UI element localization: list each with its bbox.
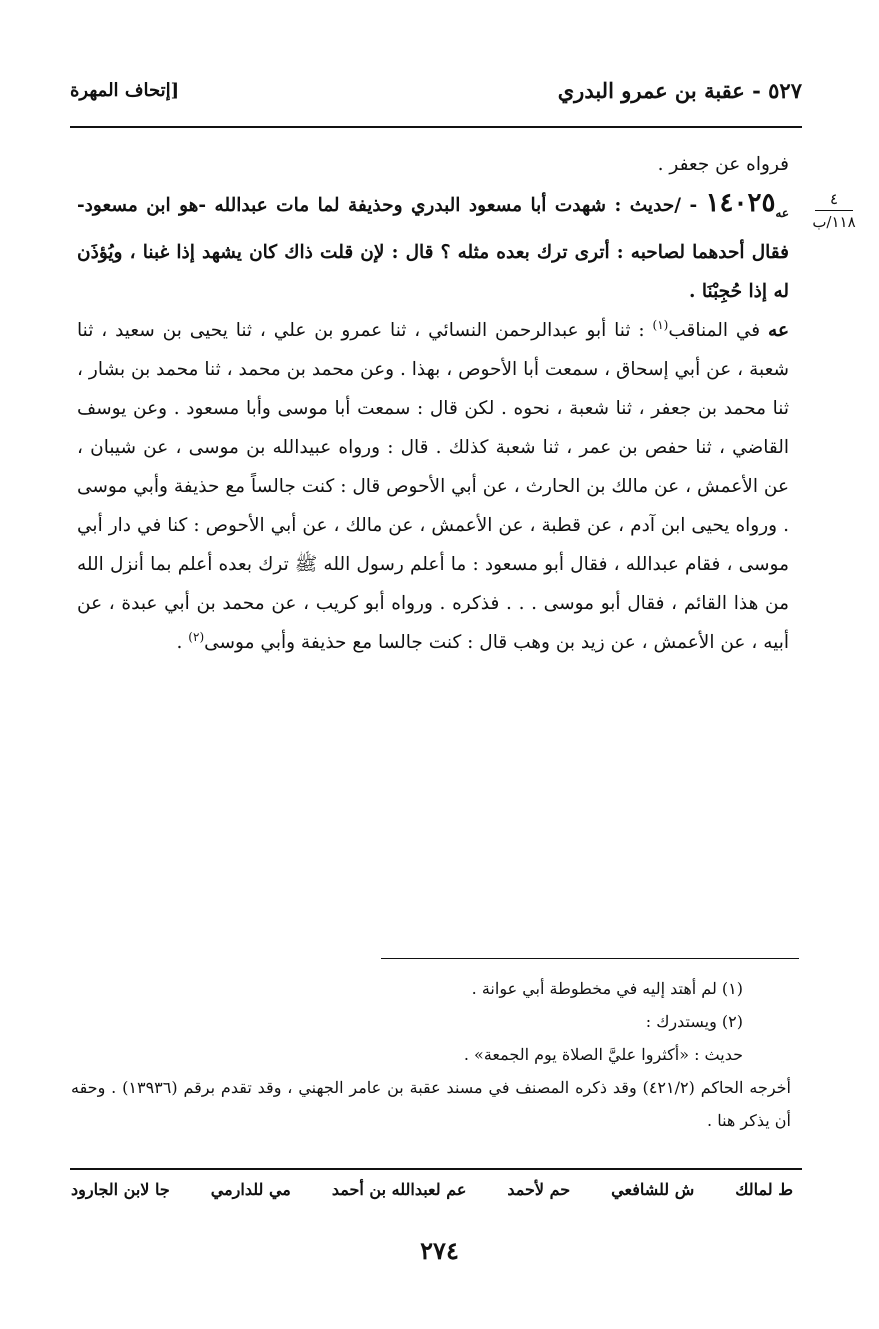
narration-part1: في المناقب bbox=[668, 320, 769, 341]
legend-item: ش للشافعي bbox=[611, 1180, 695, 1199]
footnote-divider bbox=[381, 958, 799, 959]
page-number: ٢٧٤ bbox=[420, 1236, 459, 1265]
header-divider bbox=[70, 126, 802, 128]
legend-item: جا لابن الجارود bbox=[71, 1180, 170, 1199]
footnote-2-hadith: حديث : «أكثروا عليَّ الصلاة يوم الجمعة» . bbox=[463, 1045, 743, 1064]
footnote-ref-2[interactable]: (٢) bbox=[188, 629, 205, 644]
legend-item: ط لمالك bbox=[735, 1180, 793, 1199]
book-title: [إتحاف المهرة bbox=[70, 80, 180, 101]
footnote-ref-1[interactable]: (١) bbox=[652, 317, 669, 332]
legend-item: مي للدارمي bbox=[210, 1180, 291, 1199]
running-header bbox=[70, 74, 802, 126]
main-text bbox=[77, 145, 789, 662]
abbreviation-legend bbox=[71, 1180, 793, 1199]
chapter-title: ٥٢٧ - عقبة بن عمرو البدري bbox=[557, 78, 802, 103]
narration-part2: : ثنا أبو عبدالرحمن النسائي ، ثنا عمرو بن علي ، ثنا يحيى بن سعيد ، ثنا شعبة ، عن أبي إسحاق ، سمعت أبا الأحوص ، بهذا . وعن محمد بن محمد ، ثنا محمد بن بشار ، ثنا محمد بن جعفر ، ثنا شعبة ، نحوه . لكن قال : سمعت أبا موسى وأبا مسعود . وعن يوسف القاضي ، ثنا حفص بن عمر ، ثنا شعبة كذلك . قال : ورواه عبيدالله بن موسى ، عن شيبان ، عن الأعمش ، عن مالك بن الحارث ، عن أبي الأحوص قال : كنت جالساً مع حذيفة وأبي موسى . ورواه يحيى ابن آدم ، عن قطبة ، عن الأعمش ، عن مالك ، عن أبي الأحوص : كنا في دار أبي موسى ، فقام عبدالله ، فقال أبو مسعود : ما أعلم رسول الله ﷺ ترك بعده أعلم بما أنزل الله من هذا القائم ، فقال أبو موسى . . . فذكره . ورواه أبو كريب ، عن محمد بن أبي عبدة ، عن أبيه ، عن الأعمش ، عن زيد بن وهب قال : كنت جالسا مع حذيفة وأبي موسى bbox=[77, 320, 789, 653]
footnote-2: (٢) ويستدرك : bbox=[645, 1012, 743, 1031]
legend-item: عم لعبدالله بن أحمد bbox=[331, 1180, 467, 1199]
footnote-1: (١) لم أهتد إليه في مخطوطة أبي عوانة . bbox=[471, 979, 743, 998]
legend-item: حم لأحمد bbox=[507, 1180, 571, 1199]
margin-fraction-bar bbox=[815, 210, 853, 211]
hadith-number: ١٤٠٢٥ bbox=[705, 188, 776, 218]
margin-number: ٤ bbox=[829, 190, 839, 208]
hadith-entry bbox=[77, 184, 789, 311]
margin-folio: ١١٨/ب bbox=[812, 213, 856, 231]
footnotes bbox=[71, 972, 791, 1137]
narration-end: . bbox=[176, 632, 189, 653]
margin-manuscript-reference bbox=[811, 190, 857, 231]
legend-divider bbox=[70, 1168, 802, 1170]
hadith-source-mark: عه bbox=[775, 206, 789, 220]
narration-paragraph bbox=[77, 311, 789, 662]
footnote-2-takhrij: أخرجه الحاكم (٤٢١/٢) وقد ذكره المصنف في مسند عقبة بن عامر الجهني ، وقد تقدم برقم (١٣٩٣٦) . وحقه أن يذكر هنا . bbox=[71, 1078, 791, 1130]
intro-line: فرواه عن جعفر . bbox=[657, 154, 789, 175]
hadith-text: - /حديث : شهدت أبا مسعود البدري وحذيفة لما مات عبدالله -هو ابن مسعود- فقال أحدهما لصاحبه : أترى ترك بعده مثله ؟ قال : لإن قلت ذاك كان يشهد إذا غبنا ، ويُؤذَن له إذا حُجِبْنَا . bbox=[77, 195, 789, 302]
narration-source: عه bbox=[768, 320, 789, 341]
